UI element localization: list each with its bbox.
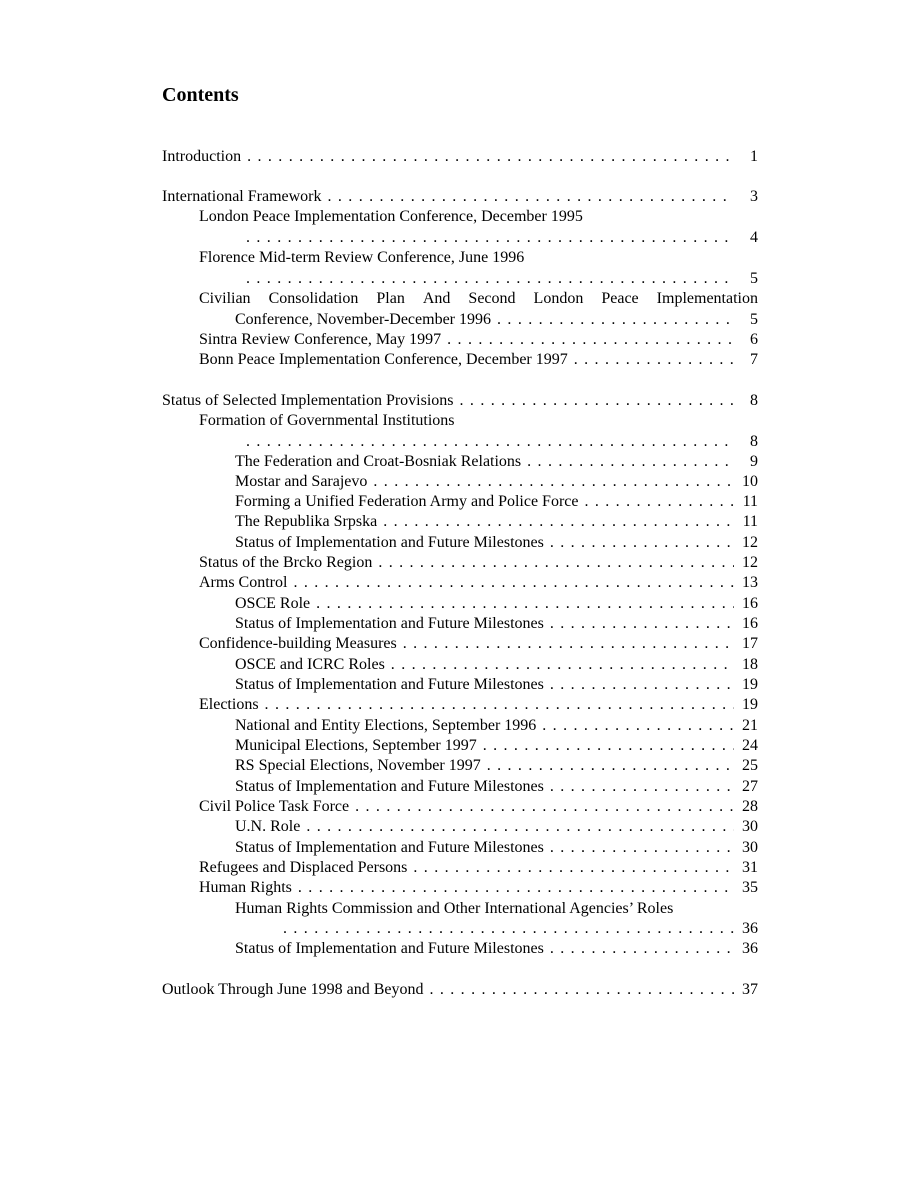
toc-entry-label: RS Special Elections, November 1997 xyxy=(235,756,487,776)
toc-page-number: 12 xyxy=(742,534,758,551)
toc-page-number: 6 xyxy=(750,331,758,348)
dot-leader xyxy=(542,716,734,736)
dot-leader xyxy=(293,573,734,593)
dot-leader xyxy=(413,858,734,878)
dot-leader xyxy=(373,472,734,492)
toc-page-number: 5 xyxy=(750,270,758,287)
toc-entry-status-milestones[interactable] xyxy=(162,675,758,695)
dot-leader xyxy=(550,939,734,959)
dot-leader xyxy=(429,980,734,1000)
toc-entry-label: National and Entity Elections, September 1996 xyxy=(235,716,542,736)
toc-page-number: 10 xyxy=(742,473,758,490)
toc-entry-status-provisions[interactable] xyxy=(162,391,758,411)
toc-entry-mostar[interactable] xyxy=(162,472,758,492)
toc-entry-label[interactable]: London Peace Implementation Conference, December 1995 xyxy=(199,208,583,225)
toc-page-number: 24 xyxy=(742,737,758,754)
toc-page-number: 1 xyxy=(750,148,758,165)
toc-entry-label: Introduction xyxy=(162,147,247,167)
toc-entry-label: International Framework xyxy=(162,187,328,207)
toc-page-number: 7 xyxy=(750,351,758,368)
toc-entry-national-elections[interactable] xyxy=(162,716,758,736)
word: London xyxy=(533,290,584,307)
toc-entry-label[interactable]: Formation of Governmental Institutions xyxy=(199,412,455,429)
dot-leader xyxy=(550,675,734,695)
toc-page-number: 30 xyxy=(742,839,758,856)
toc-entry-label: Forming a Unified Federation Army and Police Force xyxy=(235,492,584,512)
dot-leader xyxy=(316,594,734,614)
word: Implementation xyxy=(656,290,758,307)
toc-entry-label: Outlook Through June 1998 and Beyond xyxy=(162,980,429,1000)
dot-leader xyxy=(403,634,734,654)
toc-entry-international-framework[interactable] xyxy=(162,187,758,207)
toc-entry-label: Status of Implementation and Future Milestones xyxy=(235,777,550,797)
dot-leader xyxy=(447,330,734,350)
toc-entry-label: Confidence-building Measures xyxy=(199,634,403,654)
toc-entry-human-rights-commission[interactable] xyxy=(162,919,758,939)
toc-page-number: 16 xyxy=(742,595,758,612)
dot-leader xyxy=(550,777,734,797)
toc-entry-status-milestones[interactable] xyxy=(162,614,758,634)
toc-entry-label[interactable]: Florence Mid-term Review Conference, June 1996 xyxy=(199,249,525,266)
toc-page-number: 19 xyxy=(742,696,758,713)
toc-entry-introduction[interactable] xyxy=(162,147,758,167)
toc-page-number: 35 xyxy=(742,879,758,896)
toc-entry-federation[interactable] xyxy=(162,452,758,472)
dot-leader xyxy=(246,269,734,289)
dot-leader xyxy=(265,695,734,715)
toc-entry-label: Sintra Review Conference, May 1997 xyxy=(199,330,447,350)
dot-leader xyxy=(355,797,734,817)
toc-entry-republika-srpska[interactable] xyxy=(162,512,758,532)
toc-page-number: 17 xyxy=(742,635,758,652)
toc-entry-label: Civil Police Task Force xyxy=(199,797,355,817)
toc-entry-un-role[interactable] xyxy=(162,817,758,837)
toc-entry-label: The Federation and Croat-Bosniak Relations xyxy=(235,452,527,472)
toc-entry-bonn[interactable] xyxy=(162,350,758,370)
toc-page-number: 21 xyxy=(742,717,758,734)
toc-entry-label: U.N. Role xyxy=(235,817,306,837)
toc-page-number: 5 xyxy=(750,311,758,328)
toc-entry-label: Bonn Peace Implementation Conference, December 1997 xyxy=(199,350,574,370)
toc-entry-label: Status of Implementation and Future Milestones xyxy=(235,533,550,553)
toc-entry-municipal-elections[interactable] xyxy=(162,736,758,756)
dot-leader xyxy=(391,655,734,675)
toc-entry-arms-control[interactable] xyxy=(162,573,758,593)
toc-entry-label: Mostar and Sarajevo xyxy=(235,472,373,492)
toc-entry-label: OSCE Role xyxy=(235,594,316,614)
toc-entry-human-rights[interactable] xyxy=(162,878,758,898)
toc-entry-civilian-consolidation[interactable] xyxy=(162,310,758,330)
toc-entry-refugees[interactable] xyxy=(162,858,758,878)
toc-page-number: 37 xyxy=(742,981,758,998)
toc-entry-label: Elections xyxy=(199,695,265,715)
dot-leader xyxy=(383,512,734,532)
toc-page-number: 36 xyxy=(742,940,758,957)
toc-page-number: 25 xyxy=(742,757,758,774)
dot-leader xyxy=(550,838,734,858)
toc-page-number: 12 xyxy=(742,554,758,571)
dot-leader xyxy=(328,187,735,207)
toc-page-number: 16 xyxy=(742,615,758,632)
toc-page-number: 11 xyxy=(742,513,758,530)
dot-leader xyxy=(246,432,734,452)
toc-page-number: 8 xyxy=(750,433,758,450)
dot-leader xyxy=(460,391,734,411)
toc-entry-status-milestones[interactable] xyxy=(162,533,758,553)
toc-page-number: 8 xyxy=(750,392,758,409)
word: Consolidation xyxy=(268,290,359,307)
toc-entry-elections[interactable] xyxy=(162,695,758,715)
dot-leader xyxy=(306,817,734,837)
word: Peace xyxy=(601,290,639,307)
dot-leader xyxy=(487,756,734,776)
dot-leader xyxy=(550,614,734,634)
dot-leader xyxy=(378,553,734,573)
toc-entry-confidence-building[interactable] xyxy=(162,634,758,654)
toc-entry-label[interactable]: Human Rights Commission and Other International Agencies’ Roles xyxy=(235,900,674,917)
toc-entry-unified-army[interactable] xyxy=(162,492,758,512)
toc-entry-osce-icrc[interactable] xyxy=(162,655,758,675)
toc-entry-label: Refugees and Displaced Persons xyxy=(199,858,413,878)
toc-page-number: 28 xyxy=(742,798,758,815)
toc-entry-osce-role[interactable] xyxy=(162,594,758,614)
toc-entry-label: Municipal Elections, September 1997 xyxy=(235,736,483,756)
toc-entry-label-justified[interactable] xyxy=(199,289,758,309)
toc-page-number: 4 xyxy=(750,229,758,246)
toc-entry-label: Status of Implementation and Future Milestones xyxy=(235,614,550,634)
toc-page-number: 30 xyxy=(742,818,758,835)
word: Plan xyxy=(376,290,405,307)
toc-entry-label: Status of Implementation and Future Milestones xyxy=(235,939,550,959)
toc-entry-outlook[interactable] xyxy=(162,980,758,1000)
toc-entry-status-milestones[interactable] xyxy=(162,838,758,858)
toc-entry-label: Arms Control xyxy=(199,573,293,593)
dot-leader xyxy=(527,452,734,472)
toc-entry-brcko[interactable] xyxy=(162,553,758,573)
toc-page-number: 27 xyxy=(742,778,758,795)
dot-leader xyxy=(298,878,734,898)
toc-entry-label: Status of Selected Implementation Provisions xyxy=(162,391,460,411)
dot-leader xyxy=(247,147,734,167)
toc-entry-sintra[interactable] xyxy=(162,330,758,350)
toc-entry-label: OSCE and ICRC Roles xyxy=(235,655,391,675)
toc-entry-rs-special-elections[interactable] xyxy=(162,756,758,776)
toc-entry-label: Status of Implementation and Future Milestones xyxy=(235,675,550,695)
word: Civilian xyxy=(199,290,251,307)
dot-leader xyxy=(584,492,734,512)
word: Second xyxy=(468,290,516,307)
toc-page-number: 31 xyxy=(742,859,758,876)
dot-leader xyxy=(483,736,734,756)
toc-entry-label: Conference, November-December 1996 xyxy=(235,310,497,330)
dot-leader xyxy=(574,350,734,370)
dot-leader xyxy=(550,533,734,553)
toc-page-number: 19 xyxy=(742,676,758,693)
toc-entry-formation-institutions[interactable] xyxy=(162,432,758,452)
toc-page-number: 36 xyxy=(742,920,758,937)
dot-leader xyxy=(283,919,734,939)
toc-entry-label: Status of Implementation and Future Milestones xyxy=(235,838,550,858)
word: And xyxy=(422,290,451,307)
page-title: Contents xyxy=(162,84,239,106)
dot-leader xyxy=(246,228,734,248)
toc-entry-florence-conference[interactable] xyxy=(162,269,758,289)
toc-entry-label: Human Rights xyxy=(199,878,298,898)
toc-page-number: 9 xyxy=(750,453,758,470)
toc-entry-label: The Republika Srpska xyxy=(235,512,383,532)
toc-page-number: 3 xyxy=(750,188,758,205)
toc-entry-status-milestones[interactable] xyxy=(162,939,758,959)
dot-leader xyxy=(497,310,734,330)
toc-page-number: 18 xyxy=(742,656,758,673)
toc-page-number: 11 xyxy=(742,493,758,510)
toc-entry-civil-police[interactable] xyxy=(162,797,758,817)
toc-entry-status-milestones[interactable] xyxy=(162,777,758,797)
toc-entry-london-conference[interactable] xyxy=(162,228,758,248)
toc-page-number: 13 xyxy=(742,574,758,591)
toc-entry-label: Status of the Brcko Region xyxy=(199,553,378,573)
